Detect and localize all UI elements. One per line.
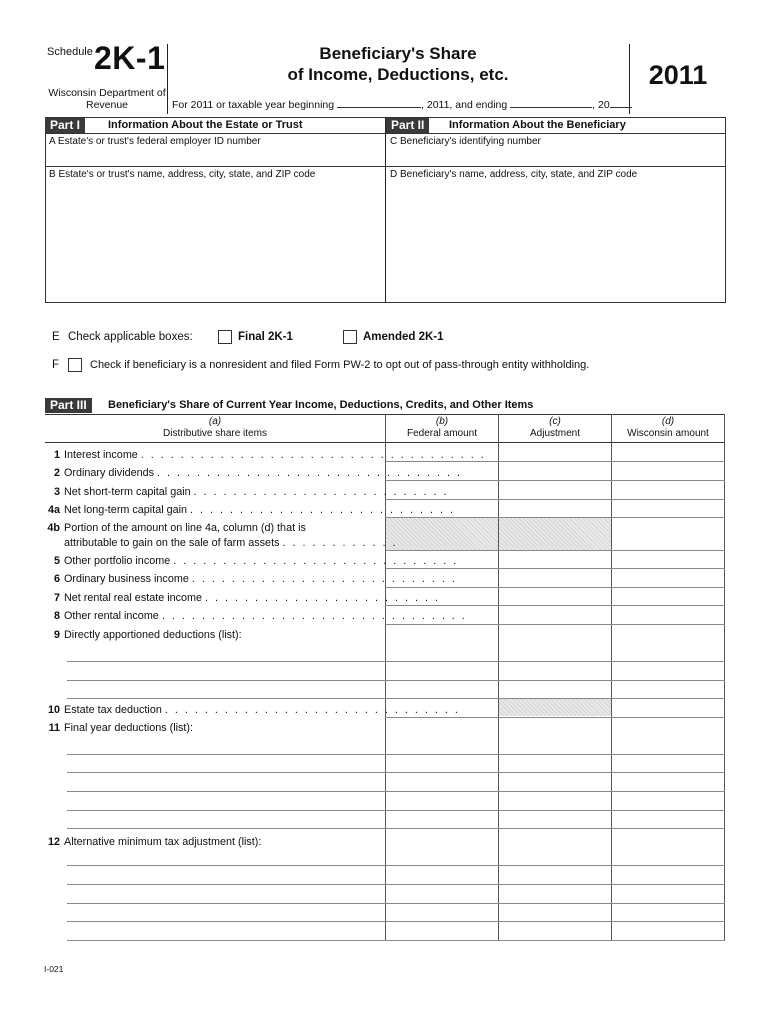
line-2: 2 Ordinary dividends . . . . . . . . . . . . . . . . . . . . . . . . . . . . . . . bbox=[42, 467, 462, 479]
part2-heading: Information About the Beneficiary bbox=[449, 119, 626, 131]
schedule-label: Schedule bbox=[47, 46, 93, 58]
part2-badge: Part II bbox=[386, 118, 429, 133]
begin-date-field[interactable] bbox=[337, 97, 421, 108]
line-6-num: 6 bbox=[53, 573, 60, 585]
line-3-num: 3 bbox=[53, 486, 60, 498]
list-rule bbox=[67, 828, 725, 829]
line-7-num: 7 bbox=[53, 592, 60, 604]
line-2-num: 2 bbox=[53, 467, 60, 479]
col-a-header bbox=[45, 416, 385, 440]
amended-2k1-checkbox[interactable] bbox=[343, 330, 357, 344]
row-rule bbox=[385, 550, 725, 551]
col-c-header bbox=[499, 416, 611, 440]
line-10-label: Estate tax deduction bbox=[64, 704, 162, 716]
line-4b-col-c-shaded bbox=[499, 518, 611, 550]
line-9 bbox=[42, 629, 242, 641]
line-1: 1 Interest income . . . . . . . . . . . . . . . . . . . . . . . . . . . . . . . . . . . bbox=[42, 449, 486, 461]
row-rule bbox=[385, 499, 725, 500]
line-9-num: 9 bbox=[53, 629, 60, 641]
taxable-year-suffix: , 20 bbox=[592, 99, 610, 111]
list-rule bbox=[67, 921, 725, 922]
col-d-header bbox=[612, 416, 724, 440]
list-rule bbox=[67, 772, 725, 773]
form-title bbox=[168, 43, 628, 85]
line-10-col-c-shaded bbox=[499, 699, 611, 716]
final-2k1-checkbox[interactable] bbox=[218, 330, 232, 344]
field-d-input[interactable] bbox=[387, 182, 723, 300]
line-5: 5 Other portfolio income . . . . . . . . . . . . . . . . . . . . . . . . . . . . . bbox=[42, 555, 458, 567]
row-rule bbox=[385, 624, 725, 625]
list-rule bbox=[67, 661, 725, 662]
line-10-num: 10 bbox=[47, 704, 60, 716]
line-e-label: Check applicable boxes: bbox=[68, 331, 193, 343]
list-rule bbox=[67, 698, 725, 699]
row-rule bbox=[385, 480, 725, 481]
line-8-label: Other rental income bbox=[64, 610, 159, 622]
line-4a-num: 4a bbox=[47, 504, 60, 516]
form-code: I-021 bbox=[44, 964, 64, 974]
final-2k1-label: Final 2K-1 bbox=[238, 331, 293, 343]
nonresident-pw2-checkbox[interactable] bbox=[68, 358, 82, 372]
col-b-label: Federal amount bbox=[406, 428, 478, 439]
line-12-label: Alternative minimum tax adjustment (list): bbox=[64, 836, 262, 848]
line-f-label: Check if beneficiary is a nonresident and filed Form PW-2 to opt out of pass-through entity withholding. bbox=[90, 359, 590, 371]
line-12 bbox=[42, 836, 261, 848]
part3-badge: Part III bbox=[45, 398, 92, 413]
part1-badge: Part I bbox=[45, 118, 85, 133]
list-rule bbox=[67, 903, 725, 904]
title-line-2: of Income, Deductions, etc. bbox=[287, 65, 509, 84]
line-9-label: Directly apportioned deductions (list): bbox=[64, 629, 242, 641]
line-8: 8 Other rental income . . . . . . . . . . . . . . . . . . . . . . . . . . . . . . . bbox=[42, 610, 467, 622]
list-rule bbox=[67, 791, 725, 792]
row-rule bbox=[385, 568, 725, 569]
tax-year: 2011 bbox=[648, 60, 708, 90]
col-b-header bbox=[386, 416, 498, 440]
taxable-year-prefix: For 2011 or taxable year beginning bbox=[172, 99, 335, 111]
field-a-c-rule bbox=[45, 166, 725, 167]
col-d-letter: (d) bbox=[661, 416, 675, 427]
part-divider bbox=[385, 117, 386, 302]
list-rule bbox=[67, 754, 725, 755]
row-rule bbox=[385, 587, 725, 588]
col-line-d bbox=[611, 414, 612, 941]
line-2-label: Ordinary dividends bbox=[64, 467, 155, 479]
line-5-num: 5 bbox=[53, 555, 60, 567]
col-c-letter: (c) bbox=[549, 416, 561, 427]
field-a-input[interactable] bbox=[46, 149, 384, 165]
list-rule bbox=[67, 680, 725, 681]
field-b-label: B Estate's or trust's name, address, city, state, and ZIP code bbox=[49, 169, 316, 180]
amended-2k1-label: Amended 2K-1 bbox=[363, 331, 444, 343]
list-rule bbox=[67, 940, 725, 941]
part1-heading: Information About the Estate or Trust bbox=[108, 119, 303, 131]
col-line-c bbox=[498, 414, 499, 941]
taxable-year-line bbox=[172, 97, 632, 111]
line-4b-label-2: attributable to gain on the sale of farm assets bbox=[64, 537, 280, 549]
line-11-num: 11 bbox=[48, 722, 60, 734]
field-c-input[interactable] bbox=[387, 149, 723, 165]
list-rule bbox=[67, 810, 725, 811]
line-5-label: Other portfolio income bbox=[64, 555, 171, 567]
line-11 bbox=[42, 722, 193, 734]
line-4b bbox=[42, 522, 306, 534]
line-4b-cont: attributable to gain on the sale of farm assets . . . . . . . . . . . . bbox=[64, 537, 398, 549]
line-4a-label: Net long-term capital gain bbox=[64, 504, 188, 516]
row-rule bbox=[385, 605, 725, 606]
line-10: 10 Estate tax deduction . . . . . . . . . . . . . . . . . . . . . . . . . . . . . . bbox=[42, 704, 460, 716]
line-f-letter: F bbox=[52, 359, 60, 371]
end-year-field[interactable] bbox=[610, 97, 632, 108]
line-4a: 4a Net long-term capital gain . . . . . . . . . . . . . . . . . . . . . . . . . . . bbox=[42, 504, 455, 516]
col-c-label: Adjustment bbox=[529, 428, 581, 439]
col-a-letter: (a) bbox=[208, 416, 222, 427]
line-6: 6 Ordinary business income . . . . . . . . . . . . . . . . . . . . . . . . . . . bbox=[42, 573, 457, 585]
field-c-label: C Beneficiary's identifying number bbox=[390, 136, 541, 147]
col-b-letter: (b) bbox=[435, 416, 449, 427]
col-d-label: Wisconsin amount bbox=[627, 428, 709, 439]
line-11-label: Final year deductions (list): bbox=[64, 722, 194, 734]
line-e-letter: E bbox=[52, 331, 60, 343]
field-b-input[interactable] bbox=[46, 182, 384, 300]
field-d-label: D Beneficiary's name, address, city, state, and ZIP code bbox=[390, 169, 638, 180]
department-name: Wisconsin Department of Revenue bbox=[48, 87, 166, 111]
line-7: 7 Net rental real estate income . . . . . . . . . . . . . . . . . . . . . . . . bbox=[42, 592, 440, 604]
line-1-num: 1 bbox=[53, 449, 60, 461]
title-line-1: Beneficiary's Share bbox=[319, 44, 477, 63]
col-a-label: Distributive share items bbox=[163, 428, 267, 439]
part3-heading: Beneficiary's Share of Current Year Income, Deductions, Credits, and Other Items bbox=[108, 399, 534, 411]
line-4b-label: Portion of the amount on line 4a, column (d) that is bbox=[64, 522, 306, 534]
line-8-num: 8 bbox=[53, 610, 60, 622]
end-date-field[interactable] bbox=[510, 97, 592, 108]
taxable-year-mid: , 2011, and ending bbox=[421, 99, 508, 111]
line-3-label: Net short-term capital gain bbox=[64, 486, 191, 498]
field-a-label: A Estate's or trust's federal employer ID number bbox=[49, 136, 261, 147]
line-1-label: Interest income bbox=[64, 449, 138, 461]
line-12-num: 12 bbox=[47, 836, 60, 848]
line-7-label: Net rental real estate income bbox=[64, 592, 203, 604]
row-rule bbox=[385, 517, 725, 518]
part-header-rule bbox=[45, 133, 725, 134]
line-4b-num: 4b bbox=[47, 522, 60, 534]
row-rule bbox=[385, 717, 725, 718]
line-4b-col-b-shaded bbox=[386, 518, 498, 550]
list-rule bbox=[67, 884, 725, 885]
col-line-right bbox=[724, 414, 725, 941]
list-rule bbox=[67, 865, 725, 866]
row-rule bbox=[385, 461, 725, 462]
form-number: 2K-1 bbox=[94, 40, 166, 76]
line-6-label: Ordinary business income bbox=[64, 573, 189, 585]
line-3: 3 Net short-term capital gain . . . . . . . . . . . . . . . . . . . . . . . . . . bbox=[42, 486, 449, 498]
